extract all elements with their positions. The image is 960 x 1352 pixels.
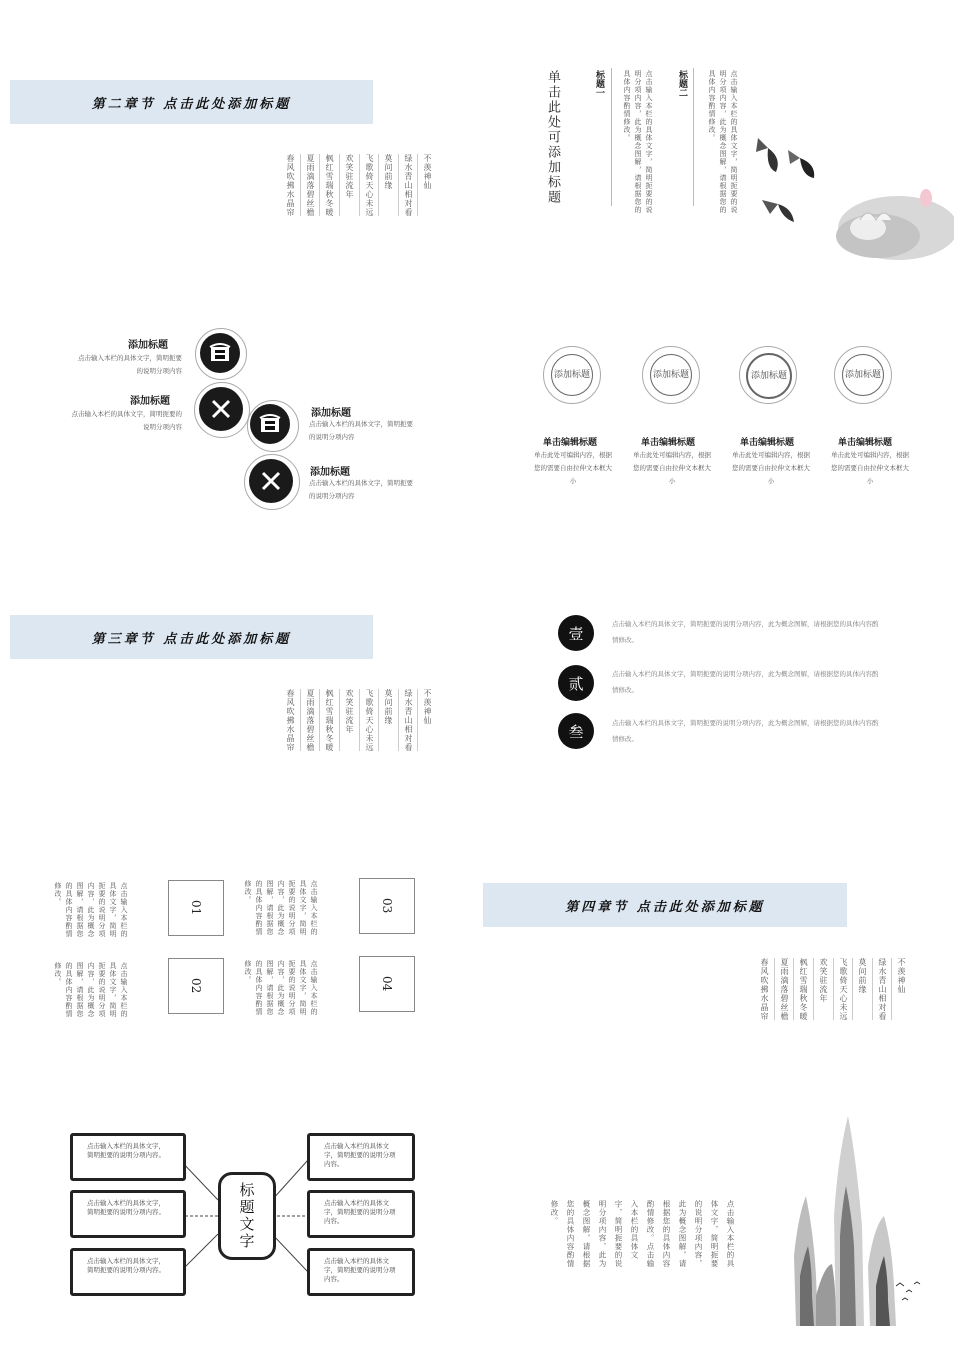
poem-col: 欢笑驻流年: [819, 958, 828, 1003]
feature-title: 添加标题: [310, 467, 350, 478]
scroll-text: 点击输入本栏的具体文字，简明扼要的说明分项内容。: [324, 1142, 396, 1168]
scroll-box: [307, 1190, 415, 1238]
scroll-box: [307, 1133, 415, 1181]
feature-title: 添加标题: [128, 340, 168, 351]
poem-col: 不羡神仙: [423, 154, 432, 190]
number-label: 02: [189, 978, 203, 994]
poem-col: 欢笑驻流年: [345, 154, 354, 199]
box-text: 点击输入本栏的具体文字，简明扼要的说明分项内容，此为概念图解，请根据您的具体内容酌情修改。: [244, 880, 318, 936]
scroll-text: 点击输入本栏的具体文字，简明扼要的说明分项内容。: [87, 1142, 165, 1159]
heading-two: 标题二: [677, 70, 687, 97]
box-text: 点击输入本栏的具体文字，简明扼要的说明分项内容，此为概念图解，请根据您的具体内容酌情修改。: [54, 962, 128, 1018]
seal-text: 点击输入本栏的具体文字，简明扼要的说明分项内容，此为概念图解，请根据您的具体内容酌情修改。: [612, 620, 879, 644]
feature-title: 添加标题: [311, 408, 351, 419]
number-box: [168, 958, 224, 1014]
seal-icon: 壹: [558, 615, 594, 651]
poem-col: 绿水青山相对看: [878, 958, 887, 1021]
poem-col: 不羡神仙: [897, 958, 906, 994]
number-label: 03: [380, 898, 394, 914]
poem-col: 欢笑驻流年: [345, 689, 354, 734]
chapter-banner: [483, 883, 847, 927]
chapter-title: 第四章节 点击此处添加标题: [565, 899, 765, 915]
poem-col: 枫红雪瑞秋冬暖: [325, 154, 334, 217]
box-text: 点击输入本栏的具体文字，简明扼要的说明分项内容，此为概念图解，请根据您的具体内容酌情修改。: [244, 960, 318, 1016]
poem-col: 不羡神仙: [423, 689, 432, 725]
number-label: 01: [189, 900, 203, 916]
poem-col: 春风吹拂水晶帘: [286, 689, 295, 752]
scroll-text: 点击输入本栏的具体文字，简明扼要的说明分项内容。: [324, 1257, 396, 1283]
ink-mountain-painting: [776, 1096, 936, 1326]
phone-icon: [250, 404, 290, 444]
poem-col: 春风吹拂水晶帘: [760, 958, 769, 1021]
poem-col: 飞歌倚天心未远: [839, 958, 848, 1021]
poem-col: 飞歌倚天心未远: [365, 154, 374, 217]
poem-col: 枫红雪瑞秋冬暖: [799, 958, 808, 1021]
seal-text: 点击输入本栏的具体文字，简明扼要的说明分项内容，此为概念图解，请根据您的具体内容酌情修改。: [612, 670, 879, 694]
poem-col: 夏雨滴落碧丝檐: [780, 958, 789, 1021]
circle-title: 单击编辑标题: [641, 438, 696, 448]
poem-col: 莫问前缘: [384, 689, 393, 725]
circle-title: 单击编辑标题: [740, 438, 795, 448]
paragraph-two: 点击输入本栏的具体文字，简明扼要的说明分项内容，此为概念图解，请根据您的具体内容酌情修改。: [708, 70, 738, 214]
circle-title: 单击编辑标题: [838, 438, 893, 448]
paragraph-one: 点击输入本栏的具体文字，简明扼要的说明分项内容，此为概念图解，请根据您的具体内容酌情修改。: [623, 70, 653, 214]
main-title: 单击此处可添加标题: [545, 70, 560, 205]
seal-icon: 叁: [558, 713, 594, 749]
poem-col: 春风吹拂水晶帘: [286, 154, 295, 217]
center-label: 标题文字: [237, 1182, 256, 1250]
box-text: 点击输入本栏的具体文字，简明扼要的说明分项内容，此为概念图解，请根据您的具体内容酌情修改。: [54, 882, 128, 938]
poem-col: 绿水青山相对看: [404, 154, 413, 217]
number-box: [359, 878, 415, 934]
tools-icon: [249, 459, 293, 503]
number-box: [359, 956, 415, 1012]
goldfish-lotus-painting: [748, 128, 954, 270]
scroll-text: 点击输入本栏的具体文字，简明扼要的说明分项内容。: [87, 1257, 165, 1274]
feature-desc: 点击输入本栏的具体文字，简明扼要的说明分项内容: [309, 479, 413, 500]
mountain-paragraph: 点击输入本栏的具体文字，简明扼要的说明分项内容，此为概念图解，请根据您的具体内容酌情修改。点击输入本栏的具体文字，简明扼要的说明分项内容，此为概念图解，请根据您的具体内容酌情修改。: [550, 1200, 735, 1268]
feature-desc: 点击输入本栏的具体文字，简明扼要的说明分项内容: [78, 354, 182, 375]
scroll-box: [70, 1133, 186, 1181]
circle-label: 添加标题: [842, 354, 884, 396]
poem-col: 夏雨滴落碧丝檐: [306, 689, 315, 752]
scroll-box: [70, 1248, 186, 1296]
poem-col: 飞歌倚天心未远: [365, 689, 374, 752]
circle-label: 添加标题: [746, 353, 792, 399]
tools-icon: [199, 387, 243, 431]
circle-label: 添加标题: [650, 354, 692, 396]
circle-label: 添加标题: [551, 354, 593, 396]
phone-icon: [200, 333, 240, 373]
number-label: 04: [380, 976, 394, 992]
seal-text: 点击输入本栏的具体文字，简明扼要的说明分项内容，此为概念图解，请根据您的具体内容酌情修改。: [612, 719, 879, 743]
scroll-box: [70, 1190, 186, 1238]
circle-desc: 单击此处可编辑内容，根据您的需要自由拉伸文本框大小: [831, 451, 909, 485]
poem-col: 夏雨滴落碧丝檐: [306, 154, 315, 217]
center-node: [218, 1172, 276, 1260]
number-box: [168, 880, 224, 936]
poem-col: 绿水青山相对看: [404, 689, 413, 752]
poem-col: 枫红雪瑞秋冬暖: [325, 689, 334, 752]
poem-col: 莫问前缘: [384, 154, 393, 190]
seal-icon: 贰: [558, 665, 594, 701]
chapter-banner: [10, 615, 373, 659]
scroll-box: [307, 1248, 415, 1296]
scroll-text: 点击输入本栏的具体文字，简明扼要的说明分项内容。: [87, 1199, 165, 1216]
chapter-title: 第三章节 点击此处添加标题: [91, 631, 292, 647]
circle-title: 单击编辑标题: [543, 438, 598, 448]
circle-desc: 单击此处可编辑内容，根据您的需要自由拉伸文本框大小: [534, 451, 612, 485]
feature-desc: 点击输入本栏的具体文字，简明扼要的说明分项内容: [71, 410, 182, 431]
scroll-text: 点击输入本栏的具体文字，简明扼要的说明分项内容。: [324, 1199, 396, 1225]
feature-title: 添加标题: [130, 396, 170, 407]
feature-desc: 点击输入本栏的具体文字，简明扼要的说明分项内容: [309, 420, 413, 441]
poem-col: 莫问前缘: [858, 958, 867, 994]
chapter-title: 第二章节 点击此处添加标题: [91, 96, 292, 112]
circle-desc: 单击此处可编辑内容，根据您的需要自由拉伸文本框大小: [732, 451, 810, 485]
circle-desc: 单击此处可编辑内容，根据您的需要自由拉伸文本框大小: [633, 451, 711, 485]
chapter-banner: [10, 80, 373, 124]
heading-one: 标题一: [594, 70, 604, 97]
